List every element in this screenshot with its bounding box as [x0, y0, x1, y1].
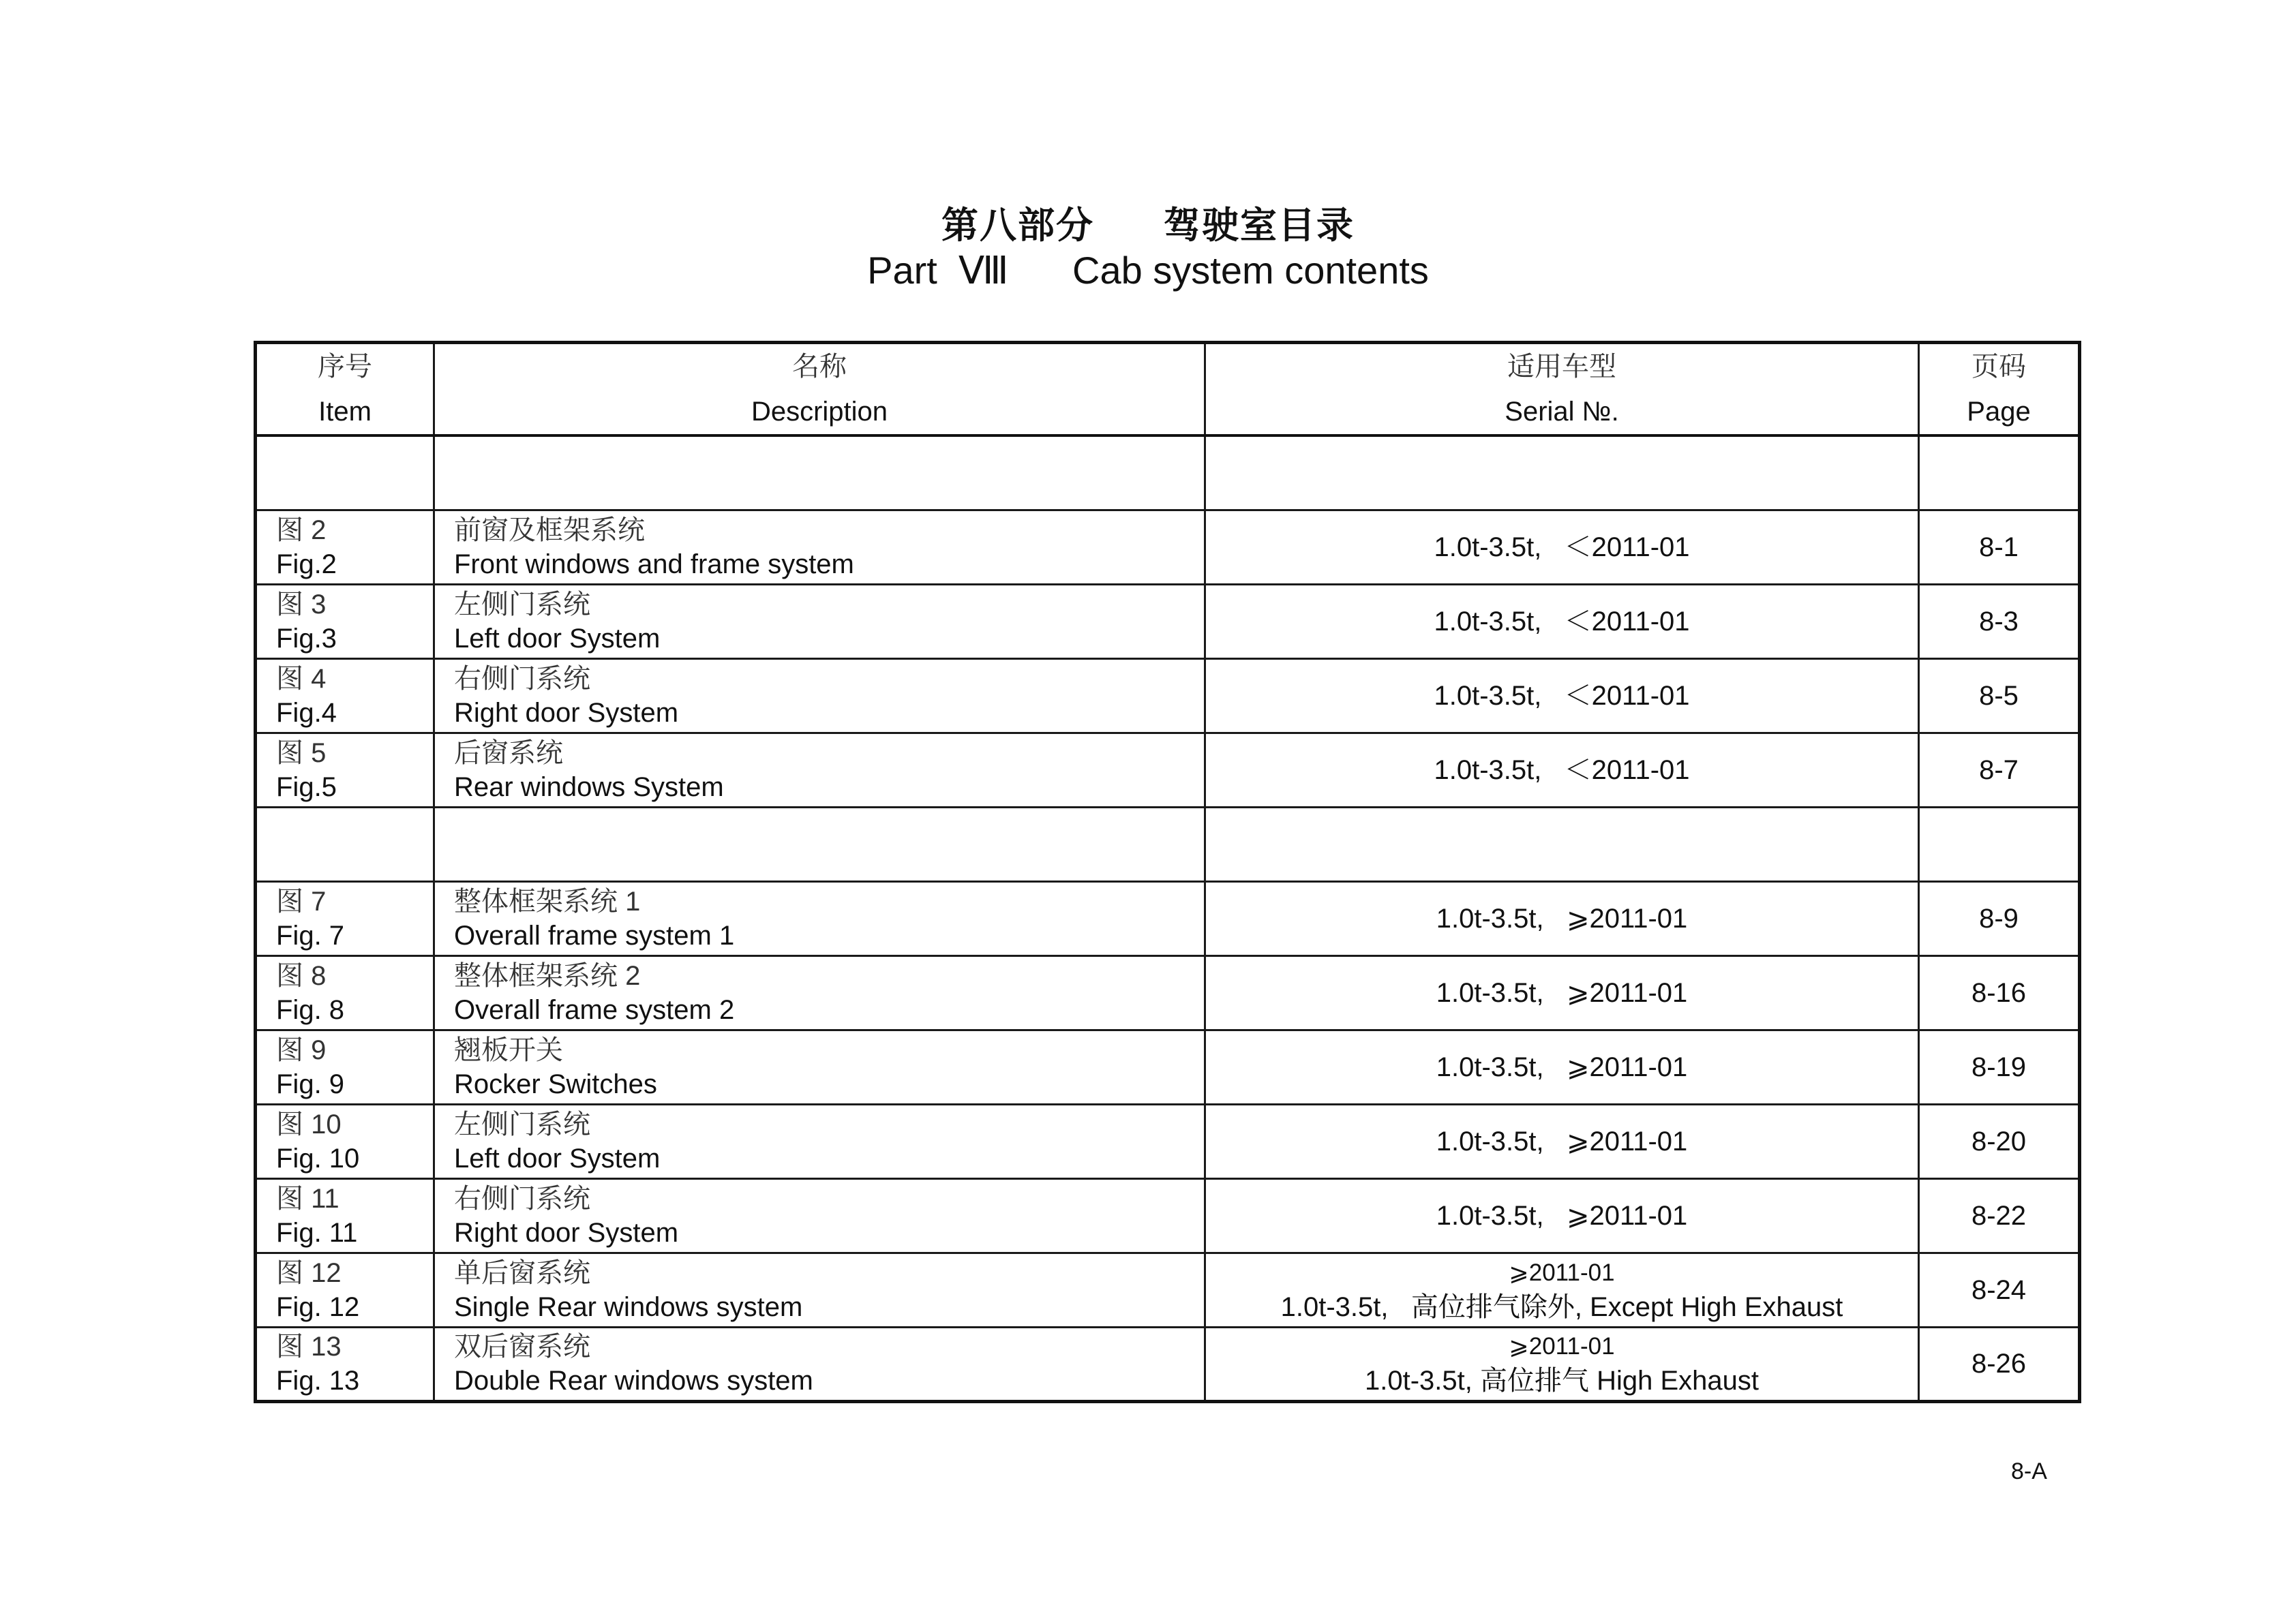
item-cell — [256, 955, 434, 1030]
description-en: Rocker Switches — [454, 1069, 657, 1099]
description-en: Double Rear windows system — [454, 1366, 813, 1396]
contents-table — [254, 341, 2081, 1403]
item-cell — [256, 584, 434, 658]
description-cell — [434, 1178, 1205, 1253]
serial-cell — [1205, 881, 1919, 955]
item-zh: 图 2 — [276, 515, 327, 545]
table-row — [256, 584, 2080, 658]
item-cell — [256, 510, 434, 584]
table-header — [256, 343, 2080, 436]
serial-cell — [1205, 584, 1919, 658]
header-serial-en: Serial №. — [1505, 397, 1619, 427]
empty-cell — [1919, 435, 2080, 510]
item-en: Fig. 9 — [276, 1069, 345, 1099]
item-cell — [256, 1327, 434, 1401]
item-cell — [256, 1253, 434, 1327]
item-zh: 图 7 — [276, 886, 327, 917]
description-zh: 整体框架系统 1 — [454, 886, 641, 917]
page-cell: 8-20 — [1919, 1104, 2080, 1178]
description-zh: 双后窗系统 — [454, 1332, 590, 1362]
description-cell — [434, 510, 1205, 584]
page-cell: 8-22 — [1919, 1178, 2080, 1253]
description-en: Left door System — [454, 623, 661, 654]
item-zh: 图 3 — [276, 589, 327, 619]
item-en: Fig.2 — [276, 549, 337, 579]
item-en: Fig. 12 — [276, 1291, 360, 1322]
serial-cell — [1205, 1030, 1919, 1104]
empty-cell — [1919, 807, 2080, 881]
serial-model: 1.0t-3.5t, ⩾2011-01 — [1436, 1200, 1688, 1231]
header-description-en: Description — [751, 397, 888, 427]
description-zh: 左侧门系统 — [454, 1109, 590, 1139]
item-cell — [256, 1030, 434, 1104]
description-cell — [434, 584, 1205, 658]
description-en: Right door System — [454, 697, 679, 728]
item-en: Fig.4 — [276, 697, 337, 728]
description-en: Overall frame system 2 — [454, 994, 735, 1025]
description-zh: 右侧门系统 — [454, 1183, 590, 1214]
description-en: Right door System — [454, 1217, 679, 1248]
page-cell: 8-1 — [1919, 510, 2080, 584]
page-number: 8-A — [2011, 1458, 2047, 1484]
item-cell — [256, 733, 434, 807]
table-row — [256, 1104, 2080, 1178]
serial-cell — [1205, 1104, 1919, 1178]
empty-row — [256, 807, 2080, 881]
serial-model: 1.0t-3.5t, 高位排气除外, Except High Exhaust — [1280, 1291, 1843, 1322]
serial-cell — [1205, 733, 1919, 807]
page-title-chinese: 第八部分 驾驶室目录 — [941, 205, 1355, 246]
serial-cell — [1205, 658, 1919, 733]
serial-model: 1.0t-3.5t, ＜2011-01 — [1434, 532, 1690, 562]
empty-cell — [434, 435, 1205, 510]
page-cell: 8-26 — [1919, 1327, 2080, 1401]
description-cell — [434, 1327, 1205, 1401]
serial-model: 1.0t-3.5t, ⩾2011-01 — [1436, 1052, 1688, 1082]
description-zh: 后窗系统 — [454, 737, 563, 768]
item-en: Fig.5 — [276, 771, 337, 802]
item-en: Fig. 7 — [276, 920, 345, 951]
description-en: Overall frame system 1 — [454, 920, 735, 951]
item-zh: 图 9 — [276, 1035, 327, 1065]
item-zh: 图 5 — [276, 737, 327, 768]
header-item — [256, 343, 434, 436]
serial-model: 1.0t-3.5t, ⩾2011-01 — [1436, 977, 1688, 1008]
empty-cell — [256, 807, 434, 881]
table-row — [256, 1030, 2080, 1104]
page-cell: 8-24 — [1919, 1253, 2080, 1327]
description-cell — [434, 1253, 1205, 1327]
description-cell — [434, 955, 1205, 1030]
description-en: Left door System — [454, 1143, 661, 1174]
header-page — [1919, 343, 2080, 436]
description-zh: 右侧门系统 — [454, 663, 590, 694]
serial-model: 1.0t-3.5t, 高位排气 High Exhaust — [1364, 1366, 1759, 1396]
page-cell: 8-19 — [1919, 1030, 2080, 1104]
table-row — [256, 658, 2080, 733]
serial-cell — [1205, 510, 1919, 584]
page-cell: 8-5 — [1919, 658, 2080, 733]
item-zh: 图 8 — [276, 960, 327, 991]
empty-row — [256, 435, 2080, 510]
table-row — [256, 881, 2080, 955]
item-en: Fig. 13 — [276, 1366, 360, 1396]
serial-cell — [1205, 955, 1919, 1030]
page-cell: 8-16 — [1919, 955, 2080, 1030]
serial-model: 1.0t-3.5t, ＜2011-01 — [1434, 754, 1690, 785]
table-row — [256, 1327, 2080, 1401]
serial-model: 1.0t-3.5t, ⩾2011-01 — [1436, 903, 1688, 934]
empty-cell — [434, 807, 1205, 881]
item-zh: 图 4 — [276, 663, 327, 694]
item-en: Fig. 11 — [276, 1217, 358, 1248]
table-row — [256, 955, 2080, 1030]
empty-cell — [256, 435, 434, 510]
description-en: Rear windows System — [454, 771, 724, 802]
item-zh: 图 10 — [276, 1109, 342, 1139]
item-cell — [256, 881, 434, 955]
header-item-en: Item — [318, 397, 372, 427]
header-description-zh: 名称 — [792, 352, 847, 382]
serial-cell — [1205, 1253, 1919, 1327]
description-en: Single Rear windows system — [454, 1291, 803, 1322]
empty-cell — [1205, 807, 1919, 881]
description-cell — [434, 733, 1205, 807]
item-en: Fig.3 — [276, 623, 337, 654]
description-zh: 前窗及框架系统 — [454, 515, 645, 545]
description-cell — [434, 1030, 1205, 1104]
item-zh: 图 13 — [276, 1332, 342, 1362]
table-body — [256, 435, 2080, 1401]
serial-cell — [1205, 1178, 1919, 1253]
item-cell — [256, 658, 434, 733]
header-item-zh: 序号 — [318, 352, 372, 382]
description-cell — [434, 881, 1205, 955]
table-row — [256, 1178, 2080, 1253]
description-en: Front windows and frame system — [454, 549, 854, 579]
serial-model: 1.0t-3.5t, ＜2011-01 — [1434, 606, 1690, 637]
empty-cell — [1205, 435, 1919, 510]
item-en: Fig. 8 — [276, 994, 345, 1025]
item-cell — [256, 1178, 434, 1253]
header-page-zh: 页码 — [1972, 352, 2026, 382]
item-zh: 图 11 — [276, 1183, 339, 1214]
page-cell: 8-9 — [1919, 881, 2080, 955]
serial-cell — [1205, 1327, 1919, 1401]
table-row — [256, 733, 2080, 807]
description-zh: 翘板开关 — [454, 1035, 563, 1065]
serial-model: 1.0t-3.5t, ＜2011-01 — [1434, 680, 1690, 711]
description-zh: 左侧门系统 — [454, 589, 590, 619]
header-serial — [1205, 343, 1919, 436]
table-row — [256, 1253, 2080, 1327]
header-description — [434, 343, 1205, 436]
serial-model: 1.0t-3.5t, ⩾2011-01 — [1436, 1126, 1688, 1157]
serial-date: ⩾2011-01 — [1509, 1259, 1615, 1286]
serial-date: ⩾2011-01 — [1509, 1333, 1615, 1360]
page-title-english: Part Ⅷ Cab system contents — [867, 249, 1429, 292]
item-en: Fig. 10 — [276, 1143, 360, 1174]
description-cell — [434, 658, 1205, 733]
description-zh: 整体框架系统 2 — [454, 960, 641, 991]
header-serial-zh: 适用车型 — [1507, 352, 1616, 382]
table-row — [256, 510, 2080, 584]
page-cell: 8-3 — [1919, 584, 2080, 658]
item-zh: 图 12 — [276, 1257, 342, 1288]
description-cell — [434, 1104, 1205, 1178]
item-cell — [256, 1104, 434, 1178]
page-cell: 8-7 — [1919, 733, 2080, 807]
description-zh: 单后窗系统 — [454, 1257, 590, 1288]
header-page-en: Page — [1967, 397, 2031, 427]
